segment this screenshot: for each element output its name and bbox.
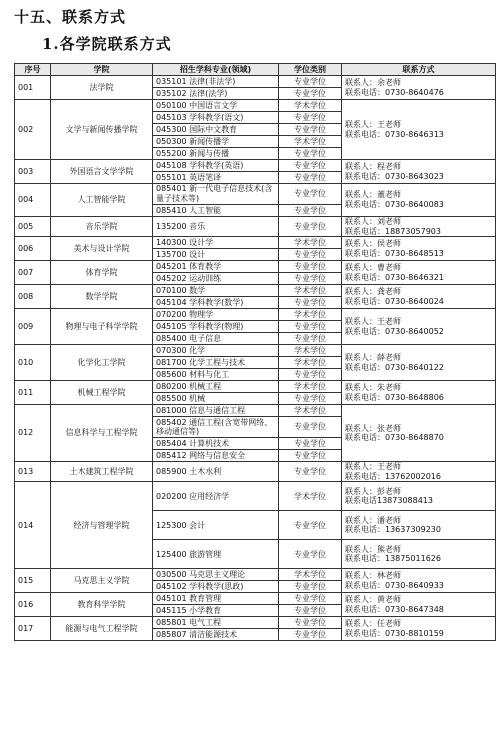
- major-cell: 125400 旅游管理: [153, 540, 279, 569]
- degree-type-cell: 专业学位: [279, 605, 342, 617]
- major-cell: 050100 中国语言文学: [153, 100, 279, 112]
- degree-type-cell: 专业学位: [279, 160, 342, 172]
- degree-type-cell: 学术学位: [279, 405, 342, 417]
- degree-type-cell: 学术学位: [279, 345, 342, 357]
- major-cell: 135200 音乐: [153, 217, 279, 237]
- college-name: 体育学院: [51, 261, 153, 285]
- table-row: [15, 482, 496, 511]
- college-number: 004: [15, 184, 51, 217]
- degree-type-cell: 学术学位: [279, 309, 342, 321]
- contact-person: 联系人：任老师: [345, 619, 401, 629]
- college-name: 物理与电子科学学院: [51, 309, 153, 345]
- degree-type-cell: 专业学位: [279, 581, 342, 593]
- degree-type-cell: 学术学位: [279, 100, 342, 112]
- contact-cell: [342, 405, 496, 462]
- degree-type-cell: 专业学位: [279, 76, 342, 88]
- major-cell: 085401 新一代电子信息技术(含量子技术等): [153, 184, 279, 205]
- contact-phone: 联系电话：0730-8640052: [345, 326, 444, 336]
- degree-type-cell: 专业学位: [279, 205, 342, 217]
- major-cell: 045101 教育管理: [153, 593, 279, 605]
- contact-cell: [342, 511, 496, 540]
- table-row: [15, 405, 496, 417]
- contact-person: 联系人：程老师: [345, 161, 401, 171]
- table-row: [15, 237, 496, 249]
- major-cell: 045102 学科教学(思政): [153, 581, 279, 593]
- major-cell: 045104 学科教学(数学): [153, 297, 279, 309]
- degree-type-cell: 专业学位: [279, 88, 342, 100]
- table-row: [15, 184, 496, 205]
- college-number: 017: [15, 617, 51, 641]
- contact-phone: 联系电话13873088413: [345, 496, 433, 506]
- degree-type-cell: 专业学位: [279, 112, 342, 124]
- college-name: 土木建筑工程学院: [51, 462, 153, 482]
- table-row: [15, 593, 496, 605]
- major-cell: 085801 电气工程: [153, 617, 279, 629]
- college-number: 010: [15, 345, 51, 381]
- table-row: [15, 462, 496, 482]
- college-number: 003: [15, 160, 51, 184]
- college-number: 007: [15, 261, 51, 285]
- major-cell: 085410 人工智能: [153, 205, 279, 217]
- contact-person: 联系人：彭老师: [345, 486, 401, 496]
- contact-cell: [342, 237, 496, 261]
- degree-type-cell: 学术学位: [279, 237, 342, 249]
- college-name: 数学学院: [51, 285, 153, 309]
- contact-cell: [342, 381, 496, 405]
- college-number: 012: [15, 405, 51, 462]
- college-name: 法学院: [51, 76, 153, 100]
- contact-cell: [342, 217, 496, 237]
- major-cell: 081000 信息与通信工程: [153, 405, 279, 417]
- college-number: 009: [15, 309, 51, 345]
- contact-person: 联系人：熊老师: [345, 544, 401, 554]
- contact-phone: 联系电话：0730-8643023: [345, 171, 444, 181]
- contact-person: 联系人：王老师: [345, 119, 401, 129]
- contact-cell: [342, 285, 496, 309]
- degree-type-cell: 专业学位: [279, 511, 342, 540]
- major-cell: 085900 土木水利: [153, 462, 279, 482]
- contact-phone: 联系电话：13762002016: [345, 471, 441, 481]
- table-row: [15, 617, 496, 629]
- college-name: 化学化工学院: [51, 345, 153, 381]
- contact-cell: [342, 540, 496, 569]
- major-cell: 085600 材料与化工: [153, 369, 279, 381]
- college-number: 006: [15, 237, 51, 261]
- degree-type-cell: 学术学位: [279, 381, 342, 393]
- table-row: [15, 100, 496, 112]
- college-name: 教育科学学院: [51, 593, 153, 617]
- contact-person: 联系人：林老师: [345, 571, 401, 581]
- table-row: [15, 217, 496, 237]
- major-cell: 030500 马克思主义理论: [153, 569, 279, 581]
- college-number: 016: [15, 593, 51, 617]
- table-row: [15, 76, 496, 88]
- major-cell: 045103 学科教学(语文): [153, 112, 279, 124]
- major-cell: 085404 计算机技术: [153, 438, 279, 450]
- degree-type-cell: 专业学位: [279, 217, 342, 237]
- contact-phone: 联系电话：0730-8810159: [345, 628, 444, 638]
- major-cell: 085807 清洁能源技术: [153, 629, 279, 641]
- degree-type-cell: 专业学位: [279, 148, 342, 160]
- contact-cell: [342, 76, 496, 100]
- degree-type-cell: 专业学位: [279, 273, 342, 285]
- degree-type-cell: 专业学位: [279, 417, 342, 438]
- table-row: [15, 381, 496, 393]
- contact-phone: 联系电话：0730-8648870: [345, 433, 444, 443]
- major-cell: 045201 体育教学: [153, 261, 279, 273]
- degree-type-cell: 专业学位: [279, 393, 342, 405]
- major-cell: 055101 英语笔译: [153, 172, 279, 184]
- contact-phone: 联系电话：0730-8640476: [345, 87, 444, 97]
- contact-cell: [342, 160, 496, 184]
- contact-person: 联系人：刘老师: [345, 217, 401, 226]
- table-row: [15, 285, 496, 297]
- degree-type-cell: 专业学位: [279, 124, 342, 136]
- contact-person: 联系人：龚老师: [345, 287, 401, 297]
- major-cell: 140300 设计学: [153, 237, 279, 249]
- contact-cell: [342, 309, 496, 345]
- contact-phone: 联系电话：0730-8646313: [345, 129, 444, 139]
- college-name: 人工智能学院: [51, 184, 153, 217]
- degree-type-cell: 专业学位: [279, 249, 342, 261]
- degree-type-cell: 专业学位: [279, 450, 342, 462]
- contact-person: 联系人：王老师: [345, 462, 401, 472]
- degree-type-cell: 学术学位: [279, 357, 342, 369]
- major-cell: 020200 应用经济学: [153, 482, 279, 511]
- college-name: 音乐学院: [51, 217, 153, 237]
- major-cell: 045202 运动训练: [153, 273, 279, 285]
- major-cell: 045108 学科教学(英语): [153, 160, 279, 172]
- table-row: [15, 261, 496, 273]
- college-name: 文学与新闻传播学院: [51, 100, 153, 160]
- degree-type-cell: 专业学位: [279, 438, 342, 450]
- contact-phone: 联系电话：0730-8640122: [345, 362, 444, 372]
- major-cell: 070100 数学: [153, 285, 279, 297]
- college-number: 002: [15, 100, 51, 160]
- header-major: 招生学科专业(领域): [153, 64, 279, 76]
- degree-type-cell: 学术学位: [279, 285, 342, 297]
- degree-type-cell: 专业学位: [279, 629, 342, 641]
- contact-person: 联系人：张老师: [345, 423, 401, 433]
- major-cell: 080200 机械工程: [153, 381, 279, 393]
- contact-cell: [342, 345, 496, 381]
- college-number: 011: [15, 381, 51, 405]
- table-row: [15, 569, 496, 581]
- degree-type-cell: 专业学位: [279, 172, 342, 184]
- contact-phone: 联系电话：0730-8640024: [345, 296, 444, 306]
- college-name: 机械工程学院: [51, 381, 153, 405]
- table-body: [15, 76, 496, 641]
- section-subheading: 1.各学院联系方式: [42, 35, 172, 53]
- contact-phone: 联系电话：0730-8648806: [345, 392, 444, 402]
- table-row: [15, 345, 496, 357]
- contact-person: 联系人：曹老师: [345, 263, 401, 273]
- degree-type-cell: 专业学位: [279, 540, 342, 569]
- contact-cell: [342, 100, 496, 160]
- college-name: 能源与电气工程学院: [51, 617, 153, 641]
- section-heading: 十五、联系方式: [14, 8, 127, 26]
- contact-cell: [342, 462, 496, 482]
- major-cell: 085402 通信工程(含宽带网络、移动通信等): [153, 417, 279, 438]
- major-cell: 135700 设计: [153, 249, 279, 261]
- college-number: 001: [15, 76, 51, 100]
- degree-type-cell: 专业学位: [279, 297, 342, 309]
- contact-person: 联系人：侯老师: [345, 239, 401, 249]
- contact-phone: 联系电话：0730-8648513: [345, 248, 444, 258]
- degree-type-cell: 专业学位: [279, 321, 342, 333]
- degree-type-cell: 学术学位: [279, 482, 342, 511]
- contact-person: 联系人：薛老师: [345, 353, 401, 363]
- contact-phone: 联系电话：0730-8640933: [345, 580, 444, 590]
- degree-type-cell: 专业学位: [279, 184, 342, 205]
- contact-cell: [342, 261, 496, 285]
- college-number: 015: [15, 569, 51, 593]
- college-name: 经济与管理学院: [51, 482, 153, 569]
- contact-person: 联系人：余老师: [345, 77, 401, 87]
- major-cell: 085412 网络与信息安全: [153, 450, 279, 462]
- header-contact: 联系方式: [342, 64, 496, 76]
- major-cell: 125300 会计: [153, 511, 279, 540]
- college-number: 008: [15, 285, 51, 309]
- contact-phone: 联系电话：13637309230: [345, 525, 441, 535]
- major-cell: 045300 国际中文教育: [153, 124, 279, 136]
- degree-type-cell: 专业学位: [279, 261, 342, 273]
- college-number: 005: [15, 217, 51, 237]
- table-header-row: [15, 64, 496, 76]
- contact-person: 联系人：黄老师: [345, 595, 401, 605]
- contact-person: 联系人：王老师: [345, 317, 401, 327]
- contact-cell: [342, 617, 496, 641]
- contact-cell: [342, 482, 496, 511]
- major-cell: 045115 小学教育: [153, 605, 279, 617]
- college-name: 外国语言文学学院: [51, 160, 153, 184]
- college-number: 014: [15, 482, 51, 569]
- contact-person: 联系人：潘老师: [345, 515, 401, 525]
- degree-type-cell: 专业学位: [279, 462, 342, 482]
- contact-phone: 联系电话：0730-8640083: [345, 200, 444, 209]
- major-cell: 070200 物理学: [153, 309, 279, 321]
- major-cell: 035101 法律(非法学): [153, 76, 279, 88]
- degree-type-cell: 专业学位: [279, 333, 342, 345]
- contact-person: 联系人：董老师: [345, 190, 401, 200]
- header-degree-type: 学位类别: [279, 64, 342, 76]
- major-cell: 085500 机械: [153, 393, 279, 405]
- contact-person: 联系人：朱老师: [345, 383, 401, 393]
- college-name: 美术与设计学院: [51, 237, 153, 261]
- college-name: 信息科学与工程学院: [51, 405, 153, 462]
- contact-cell: [342, 184, 496, 217]
- header-college: 学院: [51, 64, 153, 76]
- degree-type-cell: 专业学位: [279, 617, 342, 629]
- contact-cell: [342, 593, 496, 617]
- degree-type-cell: 专业学位: [279, 593, 342, 605]
- college-contact-table: [14, 63, 496, 641]
- table-row: [15, 160, 496, 172]
- major-cell: 045105 学科教学(物理): [153, 321, 279, 333]
- degree-type-cell: 专业学位: [279, 369, 342, 381]
- major-cell: 070300 化学: [153, 345, 279, 357]
- degree-type-cell: 学术学位: [279, 569, 342, 581]
- table-row: [15, 309, 496, 321]
- contact-phone: 联系电话：0730-8646321: [345, 272, 444, 282]
- degree-type-cell: 学术学位: [279, 136, 342, 148]
- contact-phone: 联系电话：13875011626: [345, 554, 441, 564]
- major-cell: 050300 新闻传播学: [153, 136, 279, 148]
- contact-phone: 联系电话：18873057903: [345, 226, 441, 236]
- college-name: 马克思主义学院: [51, 569, 153, 593]
- contact-cell: [342, 569, 496, 593]
- major-cell: 085400 电子信息: [153, 333, 279, 345]
- college-number: 013: [15, 462, 51, 482]
- major-cell: 035102 法律(法学): [153, 88, 279, 100]
- header-number: 序号: [15, 64, 51, 76]
- major-cell: 055200 新闻与传播: [153, 148, 279, 160]
- contact-phone: 联系电话：0730-8647348: [345, 604, 444, 614]
- major-cell: 081700 化学工程与技术: [153, 357, 279, 369]
